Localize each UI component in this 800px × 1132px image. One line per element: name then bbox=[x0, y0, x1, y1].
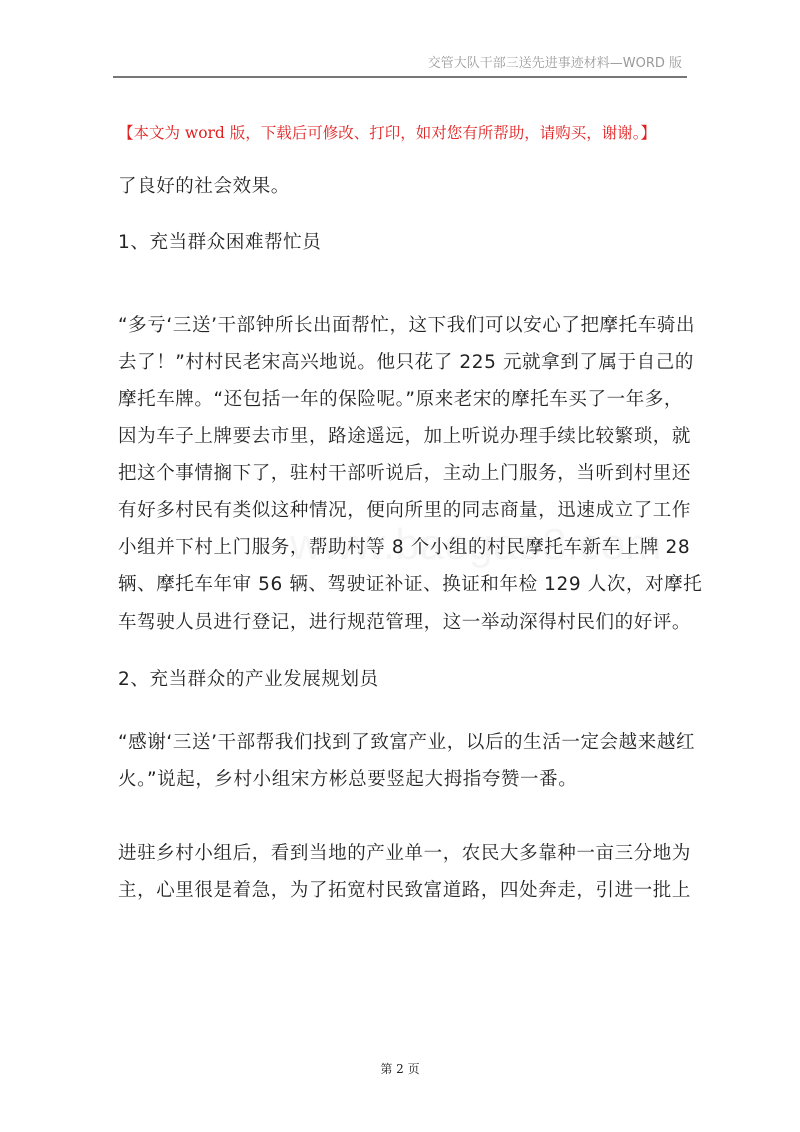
text-line: 把这个事情搁下了，驻村干部听说后，主动上门服务，当听到村里还 bbox=[118, 463, 692, 484]
running-header: 交管大队干部三送先进事迹材料—WORD 版 bbox=[427, 56, 682, 71]
text-line: 火。”说起，乡村小组宋方彬总要竖起大拇指夸赞一番。 bbox=[118, 769, 578, 790]
text-line: 辆、摩托车年审 56 辆、驾驶证补证、换证和年检 129 人次，对摩托 bbox=[118, 574, 703, 595]
section-heading: 1、充当群众困难帮忙员 bbox=[118, 232, 322, 253]
download-notice: 【本文为 word 版，下载后可修改、打印，如对您有所帮助，请购买，谢谢。】 bbox=[118, 124, 657, 142]
text-line: “多亏‘三送’干部钟所长出面帮忙，这下我们可以安心了把摩托车骑出 bbox=[118, 315, 696, 336]
text-line: 主，心里很是着急，为了拓宽村民致富道路，四处奔走，引进一批上 bbox=[118, 880, 692, 901]
text-line: 有好多村民有类似这种情况，便向所里的同志商量，迅速成立了工作 bbox=[118, 500, 692, 521]
text-line: 了良好的社会效果。 bbox=[118, 176, 290, 197]
text-line: 进驻乡村小组后，看到当地的产业单一，农民大多靠种一亩三分地为 bbox=[118, 843, 692, 864]
text-line: 因为车子上牌要去市里，路途遥远，加上听说办理手续比较繁琐，就 bbox=[118, 426, 692, 447]
text-line: 去了！”村村民老宋高兴地说。他只花了 225 元就拿到了属于自己的 bbox=[118, 352, 694, 373]
header-divider bbox=[113, 76, 687, 78]
text-line: “感谢‘三送’干部帮我们找到了致富产业，以后的生活一定会越来越红 bbox=[118, 732, 696, 753]
text-line: 小组并下村上门服务，帮助村等 8 个小组的村民摩托车新车上牌 28 bbox=[118, 537, 691, 558]
page-number: 第 2 页 bbox=[380, 1062, 420, 1076]
section-heading: 2、充当群众的产业发展规划员 bbox=[118, 669, 379, 690]
text-line: 摩托车牌。“还包括一年的保险呢。”原来老宋的摩托车买了一年多， bbox=[118, 389, 684, 410]
text-line: 车驾驶人员进行登记，进行规范管理，这一举动深得村民们的好评。 bbox=[118, 612, 692, 633]
